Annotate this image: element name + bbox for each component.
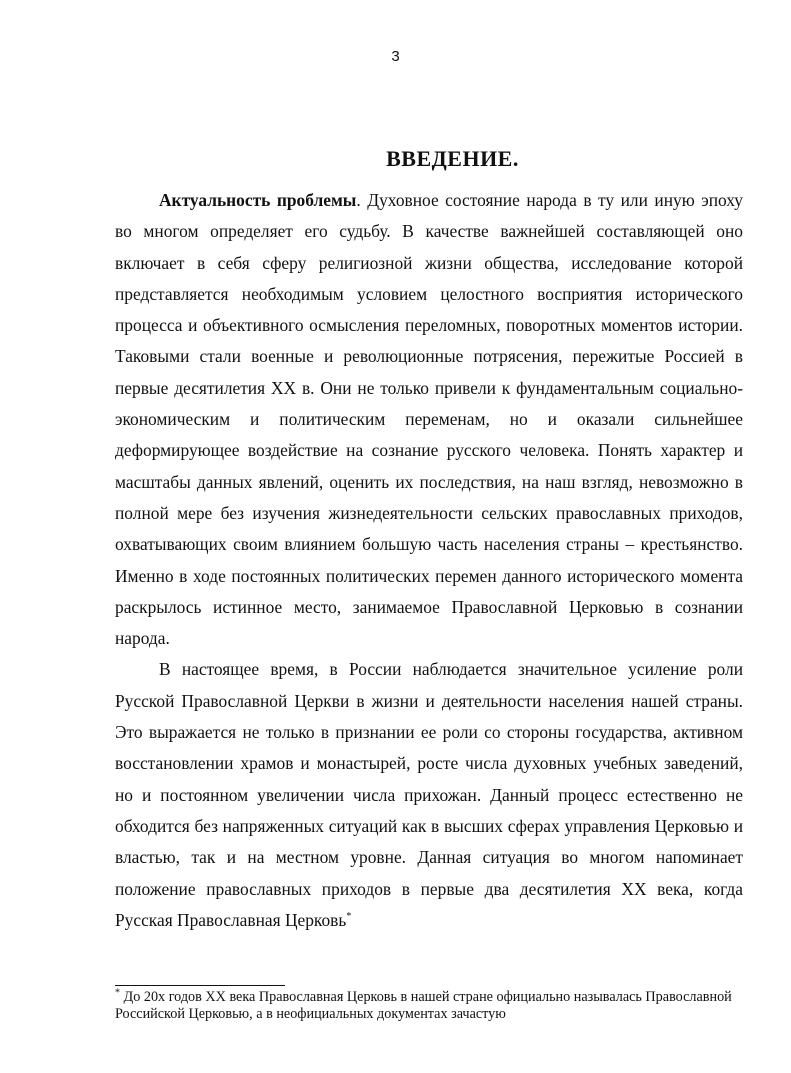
paragraph-text: В настоящее время, в России наблюдается значительное усиление роли Русской Православной Церкви в жизни и деятельности населения нашей страны. Это выражается не только в признании ее роли со стороны государства, активном восстановлении храмов и монастырей, росте числа духовных учебных заведений, но и постоянном увеличении числа прихожан. Данный процесс естественно не обходится без напряженных ситуаций как в высших сферах управления Церковью и властью, так и на местном уровне. Данная ситуация во многом напоминает положение православных приходов в первые два десятилетия XX века, когда Русская Православная Церковь — [115, 659, 743, 930]
page-title: ВВЕДЕНИЕ. — [386, 146, 519, 171]
paragraph-present-time — [115, 654, 743, 936]
body-text — [115, 185, 743, 936]
paragraph-lead-heading: Актуальность проблемы — [159, 190, 357, 210]
paragraph-relevance — [115, 185, 743, 654]
footnote-text: До 20х годов XX века Православная Церковь в нашей стране официально называлась Православной Российской Церковью, а в неофициальных документах зачастую — [115, 989, 732, 1022]
footnote-marker: * — [115, 987, 120, 999]
footnote-divider — [115, 985, 285, 986]
page-number: 3 — [391, 48, 400, 65]
paragraph-text: . Духовное состояние народа в ту или иную эпоху во многом определяет его судьбу. В качестве важнейшей составляющей оно включает в себя сферу религиозной жизни общества, исследование которой представляется необходимым условием целостного восприятия исторического процесса и объективного осмысления переломных, поворотных моментов истории. Таковыми стали военные и революционные потрясения, пережитые Россией в первые десятилетия XX в. Они не только привели к фундаментальным социально-экономическим и политическим переменам, но и оказали сильнейшее деформирующее воздействие на сознание русского человека. Понять характер и масштабы данных явлений, оценить их последствия, на наш взгляд, невозможно в полной мере без изучения жизнедеятельности сельских православных приходов, охватывающих своим влиянием большую часть населения страны – крестьянство. Именно в ходе постоянных политических перемен данного исторического момента раскрылось истинное место, занимаемое Православной Церковью в сознании народа. — [115, 190, 743, 649]
footnote — [115, 989, 743, 1023]
footnote-reference: * — [346, 911, 352, 923]
